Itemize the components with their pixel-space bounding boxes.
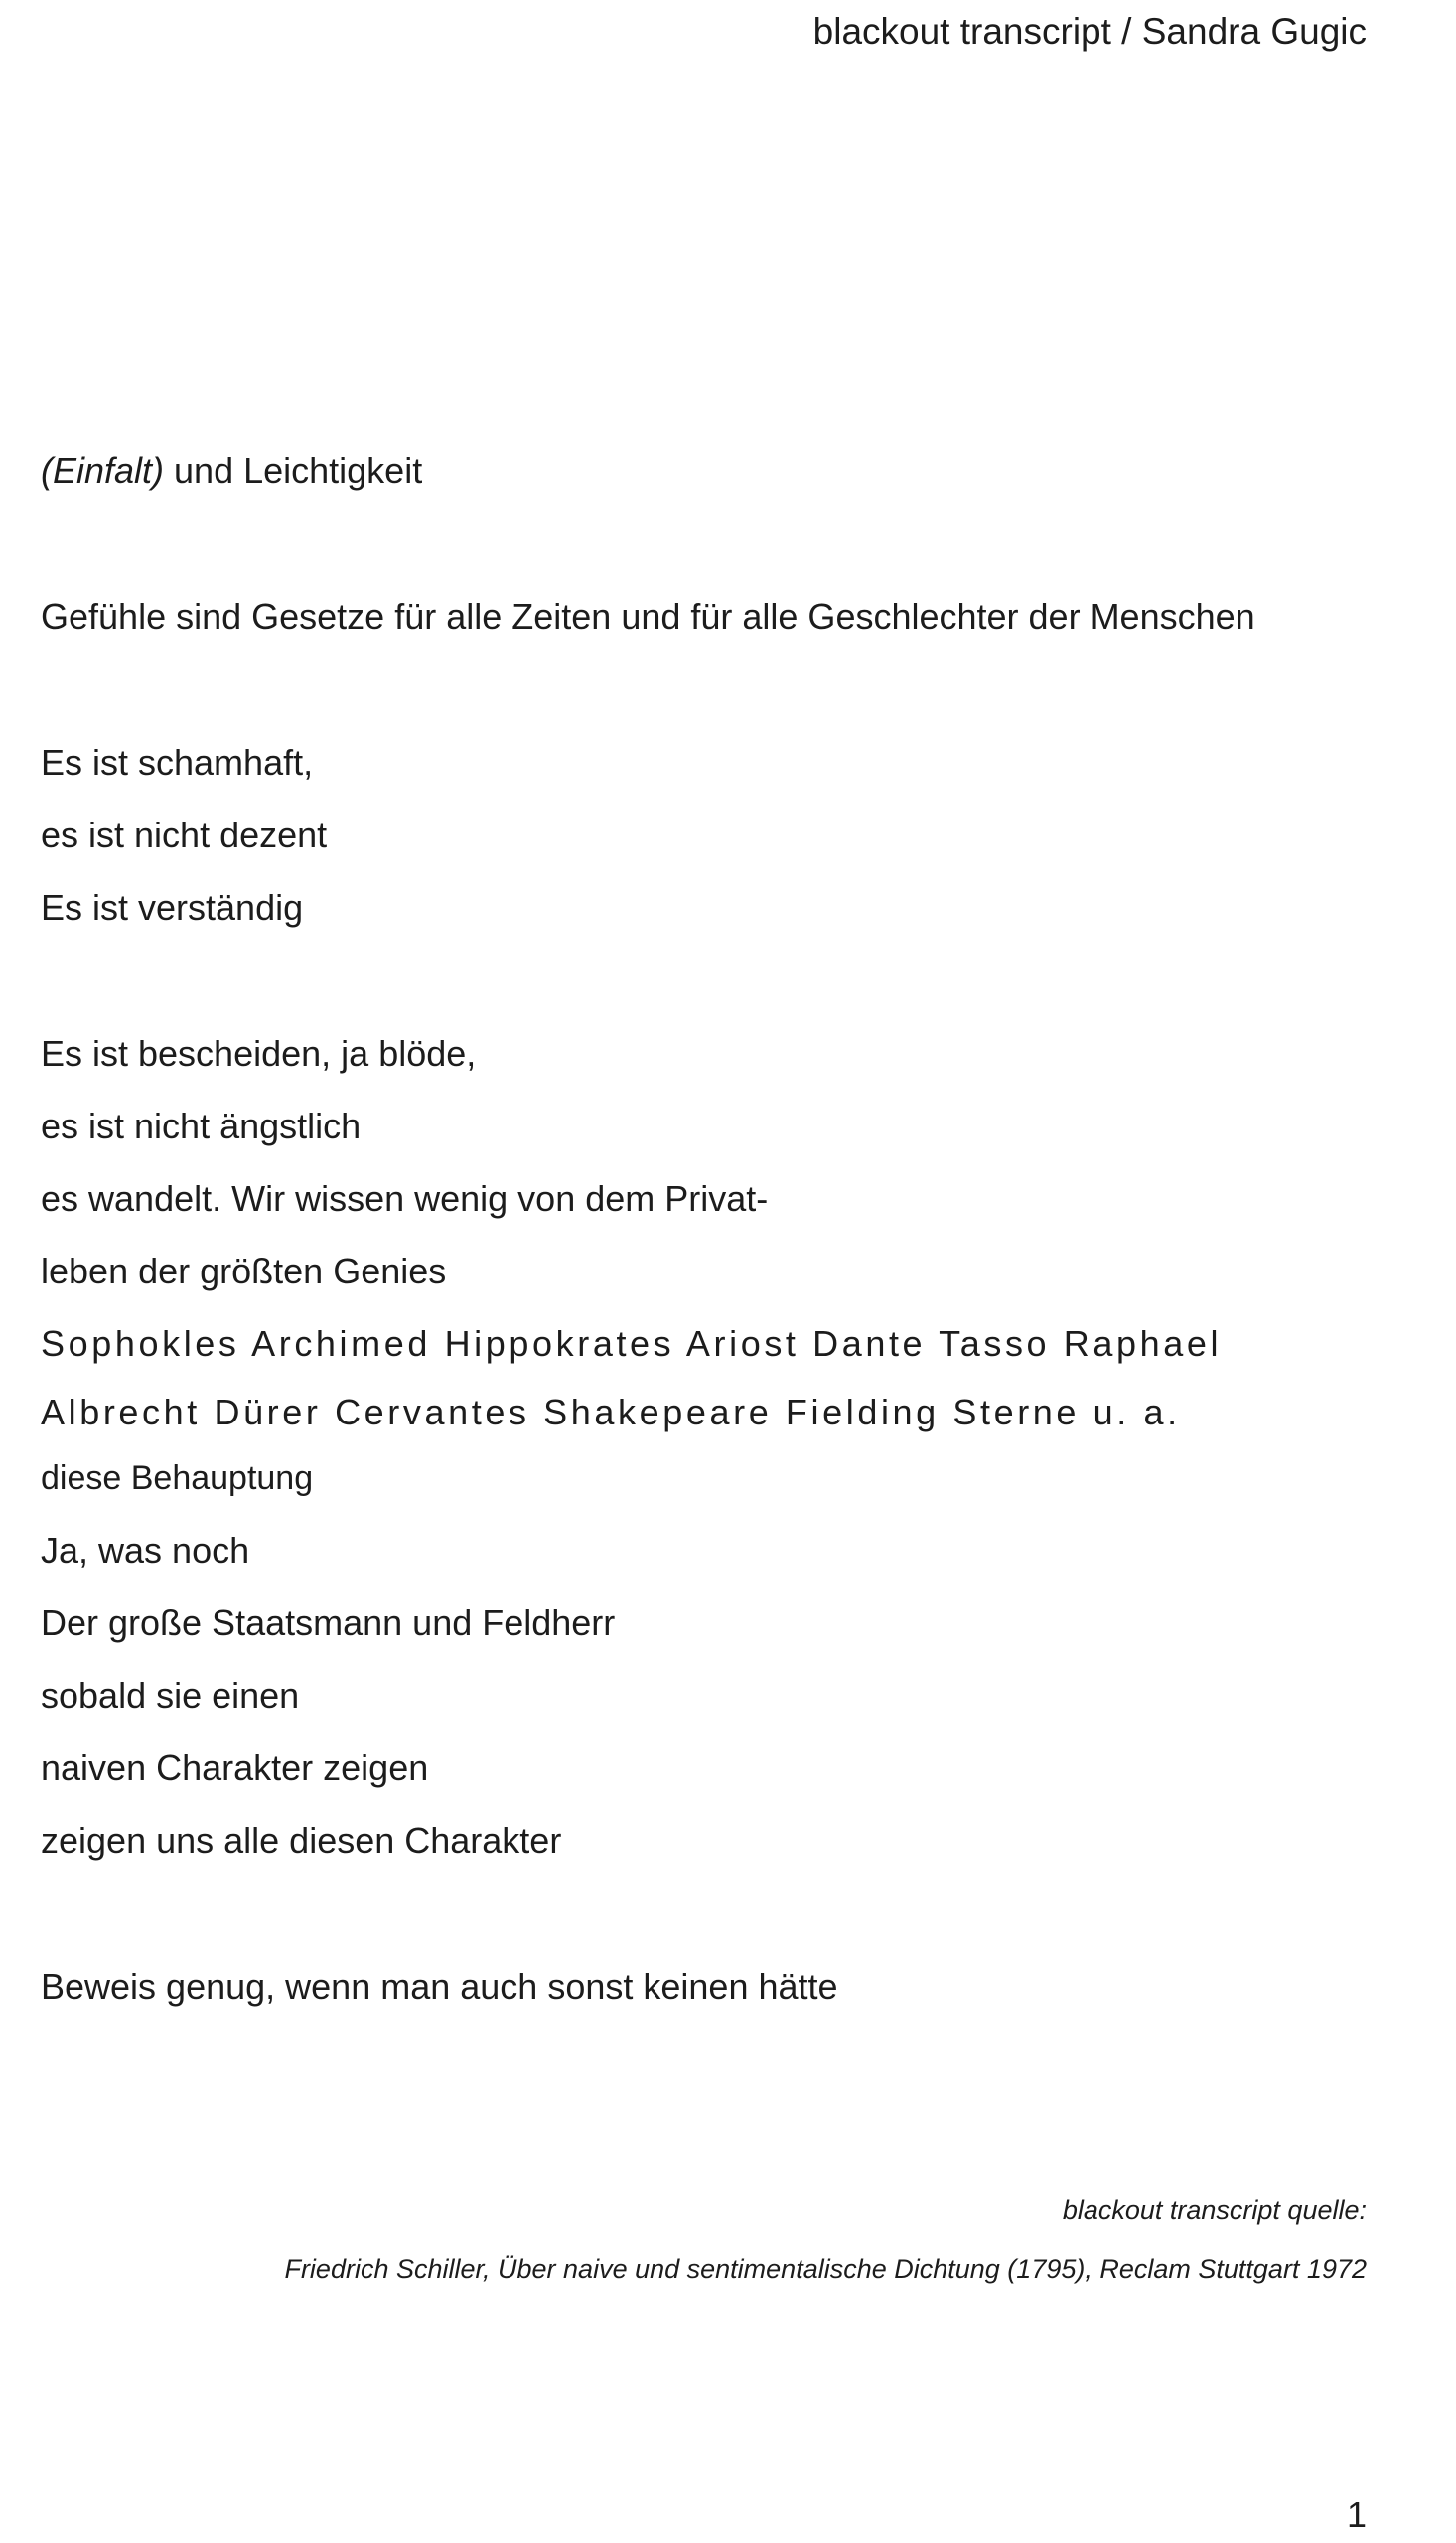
poem-line: es ist nicht dezent <box>41 815 328 855</box>
poem-line: Gefühle sind Gesetze für alle Zeiten und für alle Geschlechter der Menschen <box>41 596 1255 637</box>
poem-line-names: Albrecht Dürer Cervantes Shakepeare Fielding Sterne u. a. <box>41 1392 1181 1432</box>
poem-line: zeigen uns alle diesen Charakter <box>41 1820 562 1861</box>
poem-line: Ja, was noch <box>41 1530 250 1571</box>
poem-line-names: Sophokles Archimed Hippokrates Ariost Dante Tasso Raphael <box>41 1323 1223 1364</box>
poem-line: Es ist verständig <box>41 887 304 928</box>
poem-line: leben der größten Genies <box>41 1251 447 1291</box>
poem-line: es ist nicht ängstlich <box>41 1106 362 1146</box>
poem-line: Es ist schamhaft, <box>41 742 314 783</box>
poem-line: diese Behauptung <box>41 1459 314 1497</box>
source-citation: Friedrich Schiller, Über naive und sentimentalische Dichtung (1795), Reclam Stuttgart 1972 <box>284 2254 1367 2284</box>
poem-title-rest: und Leichtigkeit <box>164 450 423 491</box>
poem-line: naiven Charakter zeigen <box>41 1747 429 1788</box>
poem-line: Der große Staatsmann und Feldherr <box>41 1602 616 1643</box>
poem-line: Beweis genug, wenn man auch sonst keinen hätte <box>41 1966 838 2007</box>
poem-line: sobald sie einen <box>41 1675 300 1716</box>
poem-title <box>41 448 422 494</box>
page-number: 1 <box>1346 2494 1367 2535</box>
poem-title-italic: (Einfalt) <box>41 450 165 491</box>
poem-line: es wandelt. Wir wissen wenig von dem Privat- <box>41 1178 769 1219</box>
source-label: blackout transcript quelle: <box>1062 2195 1367 2225</box>
poem-line: Es ist bescheiden, ja blöde, <box>41 1033 477 1074</box>
document-header: blackout transcript / Sandra Gugic <box>812 11 1367 52</box>
